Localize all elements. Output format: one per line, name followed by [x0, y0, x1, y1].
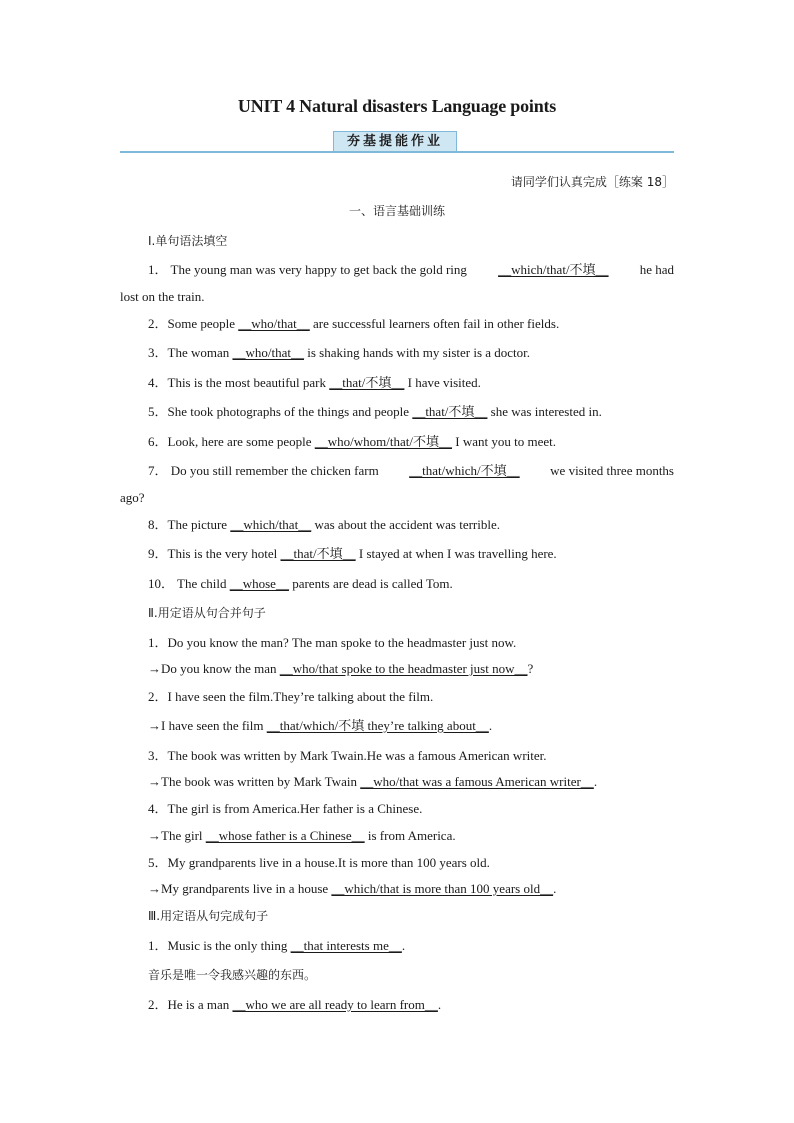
question-1-cont: lost on the train. — [120, 289, 205, 304]
combine-question-5: 5．My grandparents live in a house.It is more than 100 years old. — [148, 855, 490, 870]
question-6 — [148, 434, 702, 450]
answer-prefix: →I have seen the film — [148, 718, 264, 733]
question-text: 4．This is the most beautiful park — [148, 375, 327, 390]
combine-question-1: 1．Do you know the man? The man spoke to the headmaster just now. — [148, 635, 517, 650]
part2-heading: Ⅱ.用定语从句合并句子 — [148, 606, 266, 620]
question-5 — [148, 404, 702, 420]
combine-answer-4 — [148, 828, 702, 844]
question-10 — [148, 576, 702, 592]
chinese-translation: 音乐是唯一令我感兴趣的东西。 — [148, 968, 317, 982]
combine-answer-5 — [148, 881, 702, 897]
combine-answer-1 — [148, 661, 702, 677]
answer: __that/which/不填__ — [409, 463, 520, 478]
question-text: was about the accident was terrible. — [314, 517, 500, 532]
question-text: 2．Some people — [148, 316, 236, 331]
combine-answer-2 — [148, 718, 702, 734]
answer: __who we are all ready to learn from__ — [232, 997, 438, 1012]
answer-prefix: →The book was written by Mark Twain — [148, 774, 357, 789]
question-8 — [148, 517, 702, 533]
complete-question-1 — [148, 938, 702, 954]
question-text: I want you to meet. — [455, 434, 556, 449]
question-text: I stayed at when I was travelling here. — [358, 546, 557, 561]
question-text: she was interested in. — [490, 404, 602, 419]
answer-suffix: . — [553, 881, 557, 896]
question-text: 1．Music is the only thing — [148, 938, 288, 953]
answer: __who/that was a famous American writer__ — [360, 774, 594, 789]
combine-answer-3 — [148, 774, 702, 790]
question-7-cont: ago? — [120, 490, 145, 505]
question-text: I have visited. — [407, 375, 481, 390]
answer: __who/whom/that/不填__ — [314, 434, 452, 449]
question-text: are successful learners often fail in other fields. — [313, 316, 560, 331]
section-title: 一、语言基础训练 — [348, 204, 445, 218]
question-text: . — [437, 997, 442, 1012]
question-text: 5．She took photographs of the things and people — [148, 404, 410, 419]
question-text: 7． Do you still remember the chicken farm — [148, 463, 379, 478]
answer: __whose__ — [229, 576, 289, 591]
answer: __that/不填__ — [280, 546, 356, 561]
answer-suffix: is from America. — [367, 828, 456, 843]
assignment-note: 请同学们认真完成［练案 18］ — [510, 175, 674, 189]
banner-divider — [120, 151, 674, 153]
answer-suffix: . — [593, 774, 598, 789]
answer: __who/that__ — [238, 316, 310, 331]
question-text: parents are dead is called Tom. — [292, 576, 453, 591]
answer: __which/that/不填__ — [498, 262, 609, 277]
part3-heading: Ⅲ.用定语从句完成句子 — [148, 909, 269, 923]
answer: __who/that spoke to the headmaster just now__ — [279, 661, 528, 676]
question-text: 1． The young man was very happy to get back the gold ring — [148, 262, 467, 277]
part1-heading: Ⅰ.单句语法填空 — [148, 234, 228, 248]
question-1 — [120, 262, 674, 278]
answer-suffix: . — [488, 718, 493, 733]
question-text: 3．The woman — [148, 345, 230, 360]
answer: __that interests me__ — [290, 938, 402, 953]
question-text: 9．This is the very hotel — [148, 546, 278, 561]
question-text: he had — [639, 262, 674, 277]
answer-prefix: →Do you know the man — [148, 661, 277, 676]
answer: __that/不填__ — [329, 375, 405, 390]
banner-label: 夯基提能作业 — [333, 131, 457, 151]
combine-question-2: 2．I have seen the film.They’re talking about the film. — [148, 689, 434, 704]
answer: __whose father is a Chinese__ — [205, 828, 365, 843]
question-7 — [120, 463, 674, 479]
answer: __which/that__ — [230, 517, 312, 532]
answer: __who/that__ — [232, 345, 304, 360]
question-2 — [148, 316, 702, 332]
question-3 — [148, 345, 702, 361]
question-9 — [148, 546, 702, 562]
question-text: is shaking hands with my sister is a doctor. — [307, 345, 531, 360]
answer-suffix: ? — [527, 661, 534, 676]
combine-question-4: 4．The girl is from America.Her father is a Chinese. — [148, 801, 423, 816]
question-text: 8．The picture — [148, 517, 228, 532]
combine-question-3: 3．The book was written by Mark Twain.He was a famous American writer. — [148, 748, 547, 763]
question-text: we visited three months — [550, 463, 674, 478]
question-text: . — [401, 938, 406, 953]
answer: __that/which/不填 they’re talking about__ — [266, 718, 489, 733]
answer: __that/不填__ — [412, 404, 488, 419]
question-text: 6．Look, here are some people — [148, 434, 312, 449]
question-text: 2．He is a man — [148, 997, 230, 1012]
question-text: 10． The child — [148, 576, 227, 591]
answer-prefix: →My grandparents live in a house — [148, 881, 329, 896]
complete-question-2 — [148, 997, 702, 1013]
page-title: UNIT 4 Natural disasters Language points — [237, 96, 557, 116]
question-4 — [148, 375, 702, 391]
answer-prefix: →The girl — [148, 828, 203, 843]
answer: __which/that is more than 100 years old__ — [331, 881, 554, 896]
